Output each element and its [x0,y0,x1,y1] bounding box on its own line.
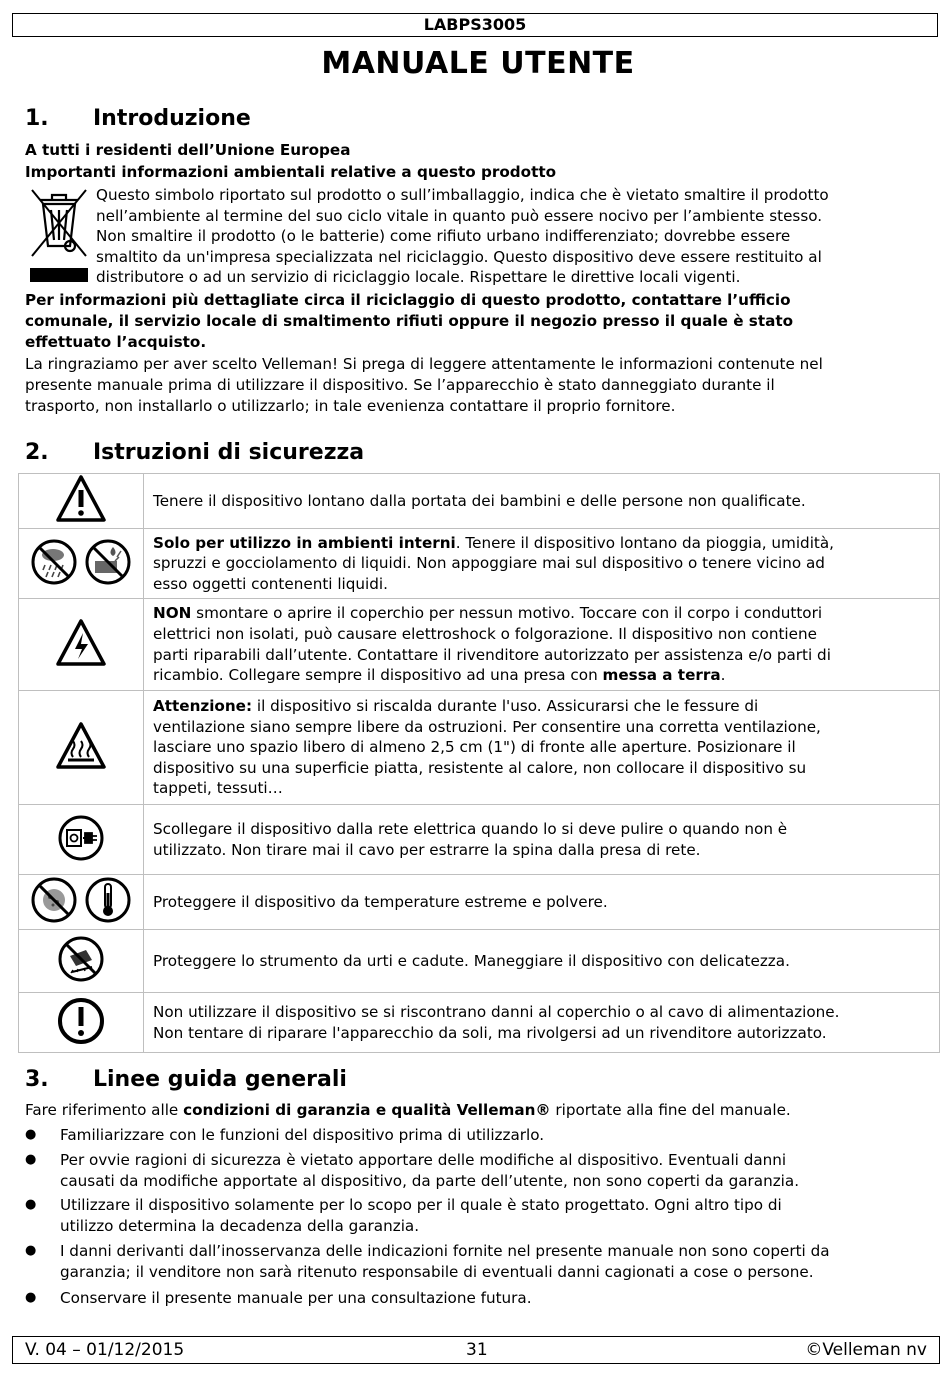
safety-text-line: spruzzi e gocciolamento di liquidi. Non appoggiare mai sul dispositivo o tenere vicino ad [153,554,825,573]
bullet-icon: ● [25,1197,37,1212]
version-date: V. 04 – 01/12/2015 [25,1340,185,1360]
unplug-icon [56,813,106,867]
safety-text-line: utilizzato. Non tirare mai il cavo per estrarre la spina dalla presa di rete. [153,840,701,859]
safety-text-line [153,665,931,686]
section-heading-safety [25,440,364,465]
guideline-text-line: Utilizzare il dispositivo solamente per lo scopo per il quale è stato progettato. Ogni altro tipo di [60,1196,782,1214]
safety-text: il dispositivo si riscalda durante l'uso. Assicurarsi che le fessure di [252,697,759,716]
safety-row [19,930,940,993]
safety-text: . [720,666,726,685]
safety-emphasis: Solo per utilizzo in ambienti interni [153,533,456,552]
safety-text: ricambio. Collegare sempre il dispositivo ad una presa con [153,666,603,685]
recycling-info-line: effettuato l’acquisto. [25,333,207,351]
section-title: Introduzione [93,106,251,131]
hot-surface-icon [51,721,111,775]
safety-row [19,529,940,599]
weee-text-line: smaltito da un'impresa specializzata nel riciclaggio. Questo dispositivo deve essere restituito al [96,247,822,266]
safety-row [19,805,940,875]
safety-text: . Tenere il dispositivo lontano da pioggia, umidità, [455,533,835,552]
warranty-terms-bold: condizioni di garanzia e qualità Velleman® [183,1101,551,1119]
safety-icon-cell [19,529,144,599]
guideline-text-line: Conservare il presente manuale per una consultazione futura. [60,1289,532,1307]
weee-text-line: Non smaltire il prodotto (o le batterie) come rifiuto urbano indifferenziato; dovrebbe essere [96,227,791,245]
safety-icon-cell [19,691,144,805]
safety-text-line: Proteggere il dispositivo da temperature estreme e polvere. [153,892,608,911]
warranty-reference-post: riportate alla fine del manuale. [550,1101,791,1119]
page-number: 31 [466,1340,488,1360]
safety-text-line: Non tentare di riparare l'apparecchio da soli, ma rivolgersi ad un rivenditore autorizzato. [153,1023,827,1042]
bullet-icon: ● [25,1243,37,1258]
bullet-icon: ● [25,1127,37,1142]
weee-text-line: distributore o ad un servizio di riciclaggio locale. Rispettare le direttive locali vigenti. [96,268,741,286]
environmental-info-subheading: Importanti informazioni ambientali relative a questo prodotto [25,163,557,181]
safety-text-cell [144,474,940,529]
section-heading-guidelines [25,1067,347,1092]
safety-instructions-table [18,473,940,1053]
safety-text-line [153,533,931,554]
safety-text-cell [144,529,940,599]
section-heading-introduction [25,106,251,131]
safety-row [19,993,940,1053]
thanks-text-line: trasporto, non installarlo o utilizzarlo; in tale evenienza contattare il proprio fornitore. [25,397,676,415]
safety-text-cell [144,930,940,993]
safety-text-cell [144,875,940,930]
weee-crossed-bin-icon [26,184,90,288]
safety-emphasis: messa a terra [602,666,721,685]
safety-text-line: esso oggetti contenenti liquidi. [153,574,388,593]
safety-row [19,599,940,691]
section-number: 2. [25,440,49,465]
safety-icon-cell [19,930,144,993]
guideline-text-line: Familiarizzare con le funzioni del dispositivo prima di utilizzarlo. [60,1126,545,1144]
safety-text-line [153,603,931,624]
safety-emphasis: NON [153,604,192,623]
no-dust-icon [29,875,79,929]
safety-row [19,691,940,805]
bullet-icon: ● [25,1152,37,1167]
safety-text-cell [144,599,940,691]
guideline-text-line: utilizzo determina la decadenza della garanzia. [60,1217,420,1235]
electric-shock-icon [51,618,111,672]
safety-text-line: tappeti, tessuti… [153,779,283,798]
safety-text-line: ventilazione siano sempre libere da ostruzioni. Per consentire una corretta ventilazione, [153,717,821,736]
guideline-text-line: garanzia; il venditore non sarà ritenuto responsabile di eventuali danni cagionati a cose o persone. [60,1263,814,1281]
thermometer-icon [83,875,133,929]
page-header [12,13,938,37]
guideline-text-line: I danni derivanti dall’inosservanza delle indicazioni fornite nel presente manuale non sono coperti da [60,1242,830,1260]
weee-text-line: Questo simbolo riportato sul prodotto o sull’imballaggio, indica che è vietato smaltire il prodotto [96,186,829,204]
safety-emphasis: Attenzione: [153,697,253,716]
section-title: Linee guida generali [93,1067,347,1092]
safety-icon-cell [19,599,144,691]
safety-text-line: Scollegare il dispositivo dalla rete elettrica quando lo si deve pulire o quando non è [153,819,788,838]
safety-text-line: Proteggere lo strumento da urti e cadute. Maneggiare il dispositivo con delicatezza. [153,951,790,970]
document-title: MANUALE UTENTE [321,46,635,81]
guideline-text-line: Per ovvie ragioni di sicurezza è vietato apportare delle modifiche al dispositivo. Eventuali danni [60,1151,787,1169]
safety-text-line: lasciare uno spazio libero di almeno 2,5 cm (1") di fronte alle aperture. Posizionare il [153,738,796,757]
section-number: 1. [25,106,49,131]
safety-text: smontare o aprire il coperchio per nessun motivo. Toccare con il corpo i conduttori [191,604,823,623]
section-title: Istruzioni di sicurezza [93,440,365,465]
safety-text-cell [144,993,940,1053]
section-number: 3. [25,1067,49,1092]
thanks-text-line: presente manuale prima di utilizzare il dispositivo. Se l’apparecchio è stato danneggiato durante il [25,376,775,394]
safety-icon-cell [19,805,144,875]
safety-text-line: dispositivo su una superficie piatta, resistente al calore, non collocare il dispositivo su [153,758,807,777]
safety-text-line: Tenere il dispositivo lontano dalla portata dei bambini e delle persone non qualificate. [153,491,806,510]
safety-icon-cell [19,993,144,1053]
model-number: LABPS3005 [423,15,527,34]
guideline-text-line: causati da modifiche apportate al dispositivo, da parte dell’utente, non sono coperti da garanzia. [60,1172,800,1190]
thanks-text-line: La ringraziamo per aver scelto Velleman! Si prega di leggere attentamente le informazioni contenute nel [25,355,823,373]
no-water-on-device-icon [83,537,133,591]
safety-text-line: Non utilizzare il dispositivo se si riscontrano danni al coperchio o al cavo di alimentazione. [153,1002,840,1021]
safety-text-cell [144,805,940,875]
safety-text-line: parti riparabili dall’utente. Contattare il rivenditore autorizzato per assistenza e/o parti di [153,645,831,664]
warning-triangle-icon [51,474,111,528]
exclamation-circle-icon [56,996,106,1050]
eu-residents-subheading: A tutti i residenti dell’Unione Europea [25,141,351,159]
weee-text-line: nell’ambiente al termine del suo ciclo vitale in quanto può essere nocivo per l’ambiente stesso. [96,206,823,225]
safety-text-line [153,696,931,717]
safety-text-cell [144,691,940,805]
no-rain-icon [29,537,79,591]
no-shock-drop-icon [56,934,106,988]
safety-text-line: elettrici non isolati, può causare elettroshock o folgorazione. Il dispositivo non contiene [153,624,817,643]
recycling-info-line: Per informazioni più dettagliate circa il riciclaggio di questo prodotto, contattare l’ufficio [25,291,791,309]
copyright: ©Velleman nv [805,1340,927,1360]
safety-row [19,474,940,529]
recycling-info-line: comunale, il servizio locale di smaltimento rifiuti oppure il negozio presso il quale è stato [25,312,794,330]
safety-row [19,875,940,930]
warranty-reference [25,1100,791,1120]
safety-icon-cell [19,875,144,930]
page-footer [12,1336,940,1364]
warranty-reference-pre: Fare riferimento alle [25,1101,184,1119]
safety-icon-cell [19,474,144,529]
bullet-icon: ● [25,1290,37,1305]
